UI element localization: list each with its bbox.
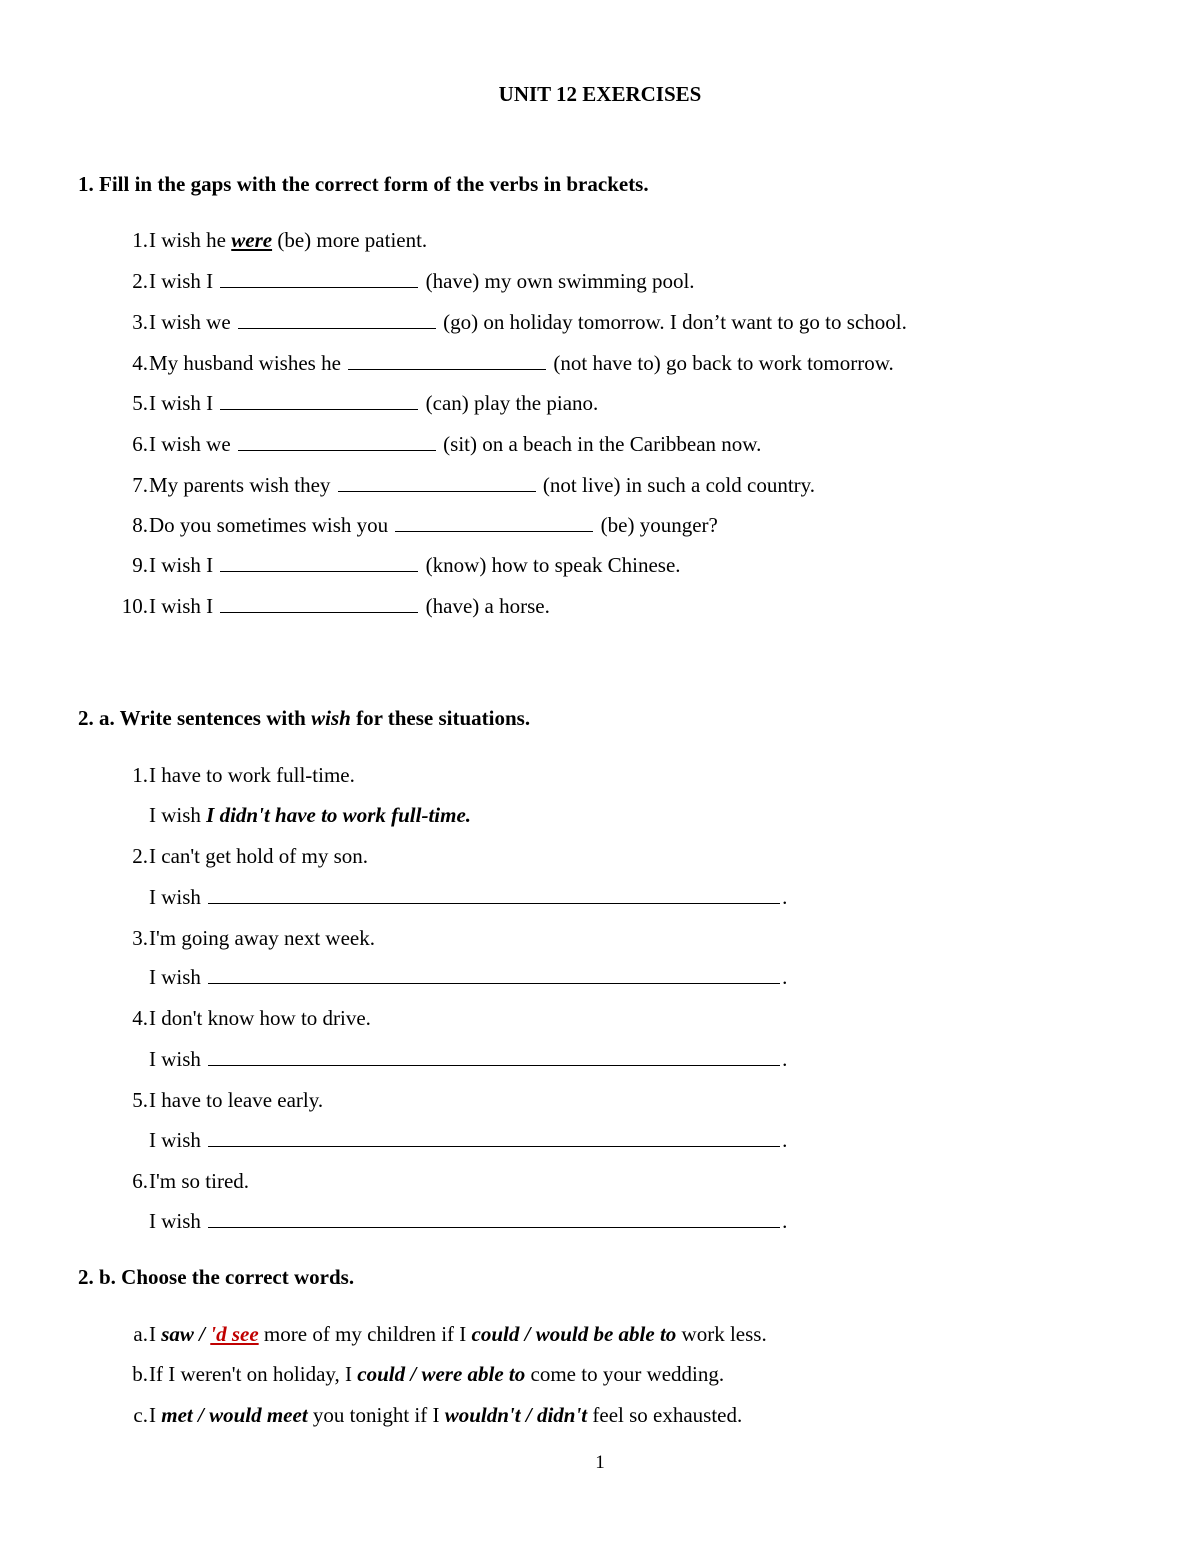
item-text: (not live) in such a cold country. (542, 473, 816, 497)
item-text: (be) more patient. (277, 228, 428, 252)
item-text: I (149, 1403, 156, 1427)
gap-blank[interactable] (220, 389, 418, 410)
item-text: (not have to) go back to work tomorrow. (553, 351, 894, 375)
item-text: work less. (681, 1322, 767, 1346)
ex1-item-4 (110, 349, 1110, 377)
wish-prefix: I wish (149, 885, 201, 909)
item-number: 4. (132, 1006, 148, 1030)
answer-line[interactable] (208, 1126, 780, 1147)
ex2a-item-5-wish (110, 1126, 1110, 1154)
item-letter: a. (133, 1322, 148, 1346)
ex1-item-5 (110, 389, 1110, 417)
item-text: I wish he (149, 228, 226, 252)
situation-text: I have to leave early. (149, 1088, 324, 1112)
ex1-item-7 (110, 471, 1110, 499)
heading-text: 2. a. Write sentences with (78, 706, 306, 730)
item-text: feel so exhausted. (592, 1403, 743, 1427)
item-number: 3. (132, 310, 148, 334)
item-text: If I weren't on holiday, I (149, 1362, 353, 1386)
item-text: (go) on holiday tomorrow. I don’t want to go to school. (443, 310, 907, 334)
situation-text: I can't get hold of my son. (149, 844, 368, 868)
situation-text: I'm going away next week. (149, 926, 375, 950)
answer-line[interactable] (208, 1045, 780, 1066)
choice-selected[interactable]: 'd see (210, 1322, 259, 1346)
gap-blank[interactable] (220, 267, 418, 288)
ex2b-item-b (110, 1360, 1110, 1388)
ex2a-item-3-wish (110, 963, 1110, 991)
ex1-item-2 (110, 267, 1110, 295)
item-number: 2. (132, 269, 148, 293)
item-text: (have) a horse. (425, 594, 550, 618)
wish-prefix: I wish (149, 1209, 201, 1233)
item-number: 1. (132, 763, 148, 787)
sentence-end: . (782, 1209, 788, 1233)
ex2b-item-c (110, 1401, 1110, 1429)
answer-example: were (231, 228, 273, 252)
answer-line[interactable] (208, 963, 780, 984)
item-number: 10. (121, 594, 148, 618)
ex2b-item-a (110, 1320, 1110, 1348)
situation-text: I don't know how to drive. (149, 1006, 371, 1030)
item-text: come to your wedding. (530, 1362, 725, 1386)
gap-blank[interactable] (238, 308, 436, 329)
item-text: I wish we (149, 310, 231, 334)
item-number: 8. (132, 513, 148, 537)
item-number: 7. (132, 473, 148, 497)
choice-option[interactable]: wouldn't / didn't (444, 1403, 588, 1427)
sentence-end: . (782, 885, 788, 909)
item-text: I wish we (149, 432, 231, 456)
item-text: I wish I (149, 594, 214, 618)
item-number: 6. (132, 432, 148, 456)
item-text: (have) my own swimming pool. (425, 269, 695, 293)
choice-option[interactable]: could / would be able to (471, 1322, 677, 1346)
choice-option[interactable]: saw / (161, 1322, 206, 1346)
wish-prefix: I wish (149, 965, 201, 989)
choice-option[interactable]: could / were able to (357, 1362, 526, 1386)
item-text: you tonight if I (312, 1403, 440, 1427)
item-number: 4. (132, 351, 148, 375)
ex2a-item-4 (110, 1004, 1110, 1032)
exercise-2a-heading (78, 706, 530, 731)
item-text: I wish I (149, 391, 214, 415)
item-number: 5. (132, 1088, 148, 1112)
item-text: I (149, 1322, 156, 1346)
item-text: (can) play the piano. (425, 391, 599, 415)
gap-blank[interactable] (220, 551, 418, 572)
wish-prefix: I wish (149, 803, 201, 827)
ex2a-item-1-wish (110, 801, 1110, 829)
ex2a-item-6-wish (110, 1207, 1110, 1235)
gap-blank[interactable] (395, 511, 593, 532)
ex2a-item-5 (110, 1086, 1110, 1114)
sentence-end: . (782, 1047, 788, 1071)
item-text: Do you sometimes wish you (149, 513, 389, 537)
item-number: 3. (132, 926, 148, 950)
page-title: UNIT 12 EXERCISES (498, 82, 702, 106)
answer-line[interactable] (208, 1207, 780, 1228)
sentence-end: . (782, 1128, 788, 1152)
ex1-item-6 (110, 430, 1110, 458)
wish-prefix: I wish (149, 1047, 201, 1071)
ex2a-item-3 (110, 924, 1110, 952)
item-text: My parents wish they (149, 473, 331, 497)
item-number: 1. (132, 228, 148, 252)
item-text: I wish I (149, 269, 214, 293)
answer-example: I didn't have to work full-time. (206, 803, 472, 827)
gap-blank[interactable] (238, 430, 436, 451)
ex2a-item-4-wish (110, 1045, 1110, 1073)
gap-blank[interactable] (338, 471, 536, 492)
exercise-1-heading: 1. Fill in the gaps with the correct form of the verbs in brackets. (78, 172, 649, 196)
item-text: (know) how to speak Chinese. (425, 553, 681, 577)
choice-option[interactable]: met / would meet (161, 1403, 308, 1427)
ex2a-item-1 (110, 761, 1110, 789)
page-number: 1 (595, 1452, 605, 1473)
ex2a-item-6 (110, 1167, 1110, 1195)
situation-text: I have to work full-time. (149, 763, 355, 787)
item-number: 9. (132, 553, 148, 577)
gap-blank[interactable] (348, 349, 546, 370)
item-letter: b. (132, 1362, 148, 1386)
ex2a-item-2-wish (110, 883, 1110, 911)
exercise-2b-heading: 2. b. Choose the correct words. (78, 1265, 355, 1289)
wish-prefix: I wish (149, 1128, 201, 1152)
ex1-item-10 (110, 592, 1110, 620)
situation-text: I'm so tired. (149, 1169, 250, 1193)
item-text: (sit) on a beach in the Caribbean now. (443, 432, 762, 456)
ex2a-item-2 (110, 842, 1110, 870)
item-text: I wish I (149, 553, 214, 577)
heading-text: for these situations. (356, 706, 531, 730)
gap-blank[interactable] (220, 592, 418, 613)
heading-emphasis: wish (311, 706, 351, 730)
ex1-item-9 (110, 551, 1110, 579)
ex1-item-8 (110, 511, 1110, 539)
item-letter: c. (133, 1403, 148, 1427)
item-text: My husband wishes he (149, 351, 341, 375)
answer-line[interactable] (208, 883, 780, 904)
sentence-end: . (782, 965, 788, 989)
item-number: 2. (132, 844, 148, 868)
ex1-item-1 (110, 226, 1110, 254)
item-text: (be) younger? (600, 513, 718, 537)
ex1-item-3 (110, 308, 1110, 336)
item-text: more of my children if I (263, 1322, 467, 1346)
item-number: 6. (132, 1169, 148, 1193)
item-number: 5. (132, 391, 148, 415)
